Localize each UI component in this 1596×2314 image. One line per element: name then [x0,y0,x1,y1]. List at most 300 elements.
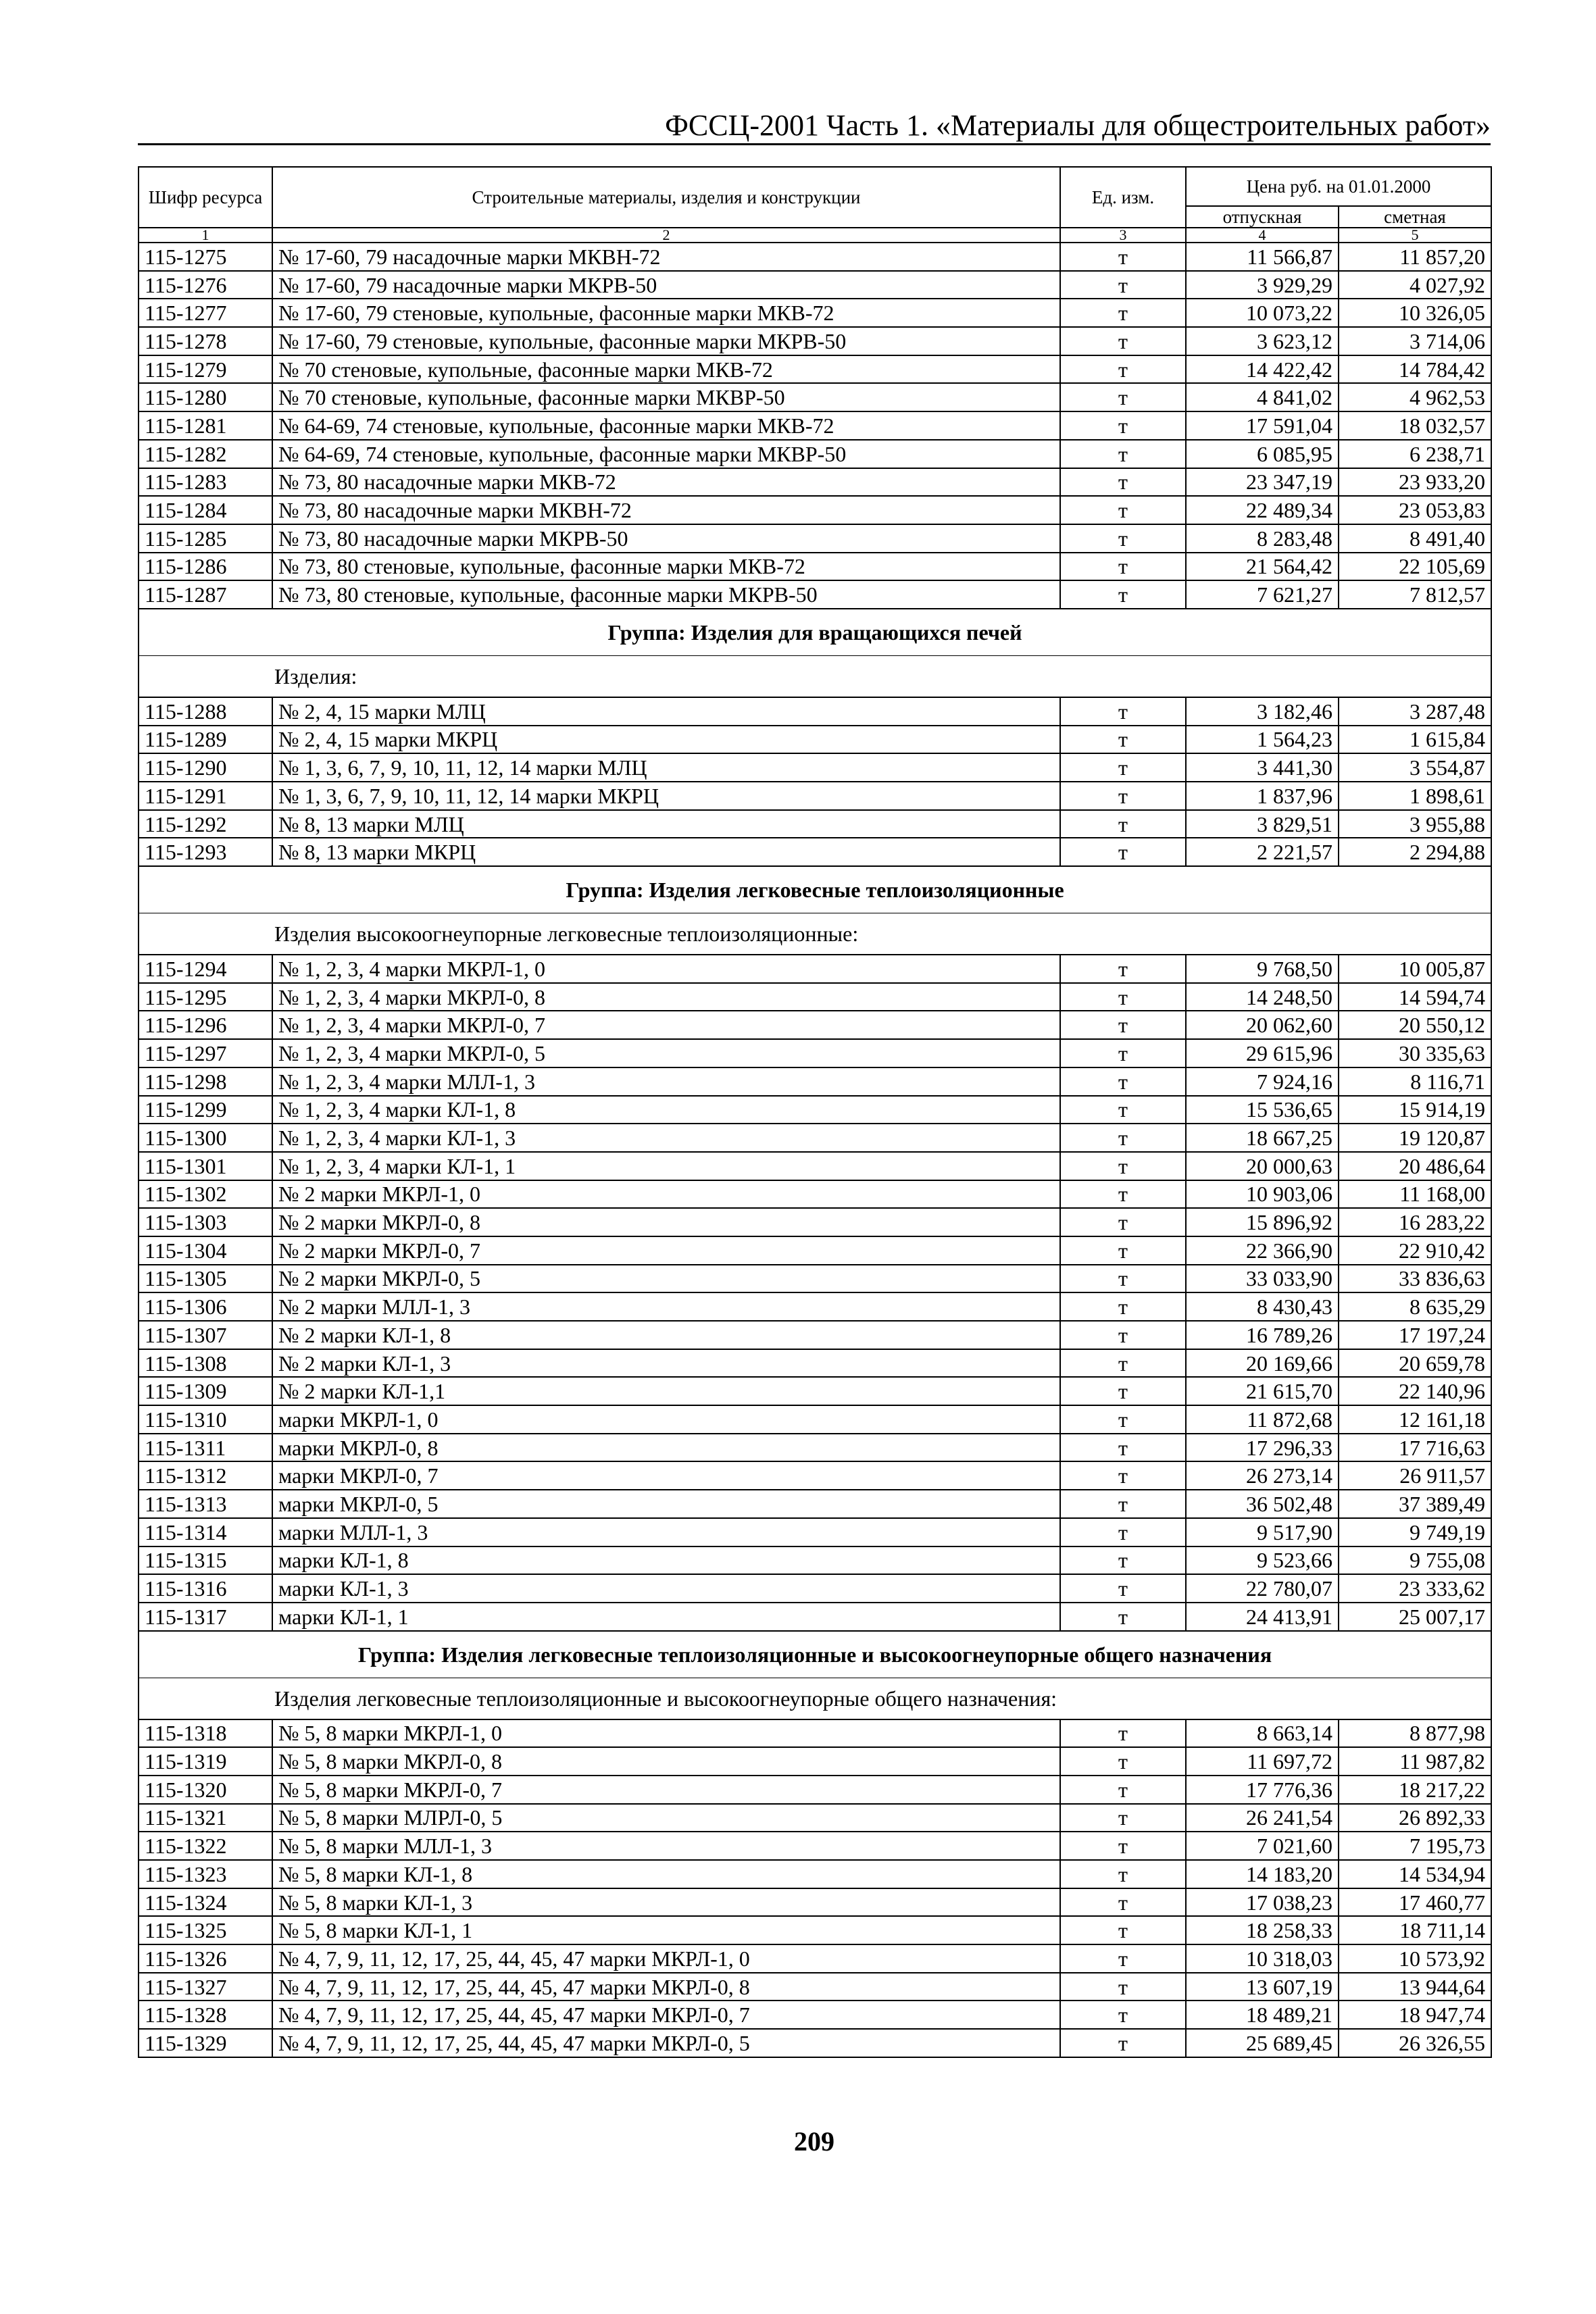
release-price: 10 073,22 [1186,299,1339,327]
resource-code: 115-1311 [139,1434,272,1462]
release-price: 3 929,29 [1186,271,1339,299]
item-name: № 2 марки МКРЛ-1, 0 [272,1180,1060,1209]
table-row [139,1405,1491,1434]
estimate-price: 20 550,12 [1339,1011,1491,1039]
estimate-price: 8 877,98 [1339,1719,1491,1748]
unit-cell: т [1060,1574,1186,1603]
unit-cell: т [1060,1405,1186,1434]
table-row [139,983,1491,1011]
table-row [139,327,1491,355]
col-header-price: Цена руб. на 01.01.2000 [1186,167,1491,206]
item-name: марки МЛЛ-1, 3 [272,1518,1060,1546]
item-name: марки КЛ-1, 8 [272,1546,1060,1575]
table-row [139,1860,1491,1888]
item-name: № 8, 13 марки МКРЦ [272,838,1060,866]
estimate-price: 15 914,19 [1339,1096,1491,1124]
col-number-2: 2 [272,228,1060,243]
item-name: № 1, 2, 3, 4 марки МКРЛ-1, 0 [272,955,1060,983]
resource-code: 115-1326 [139,1944,272,1973]
release-price: 13 607,19 [1186,1973,1339,2001]
unit-cell: т [1060,327,1186,355]
table-row [139,1973,1491,2001]
item-name: № 73, 80 стеновые, купольные, фасонные марки МКВ-72 [272,553,1060,581]
release-price: 9 768,50 [1186,955,1339,983]
release-price: 3 441,30 [1186,753,1339,782]
item-name: № 17-60, 79 стеновые, купольные, фасонные марки МКРВ-50 [272,327,1060,355]
release-price: 1 564,23 [1186,726,1339,754]
table-row [139,440,1491,468]
estimate-price: 3 955,88 [1339,810,1491,838]
table-row [139,1518,1491,1546]
unit-cell: т [1060,1518,1186,1546]
unit-cell: т [1060,1180,1186,1209]
release-price: 36 502,48 [1186,1490,1339,1518]
col-header-release: отпускная [1186,206,1339,228]
page-number: 209 [794,2126,834,2157]
resource-code: 115-1317 [139,1603,272,1631]
resource-code: 115-1290 [139,753,272,782]
header-rule [138,143,1491,145]
resource-code: 115-1283 [139,468,272,497]
table-row [139,383,1491,411]
release-price: 26 273,14 [1186,1461,1339,1490]
release-price: 4 841,02 [1186,383,1339,411]
release-price: 17 591,04 [1186,411,1339,440]
unit-cell: т [1060,411,1186,440]
table-row [139,1067,1491,1096]
estimate-price: 33 836,63 [1339,1265,1491,1293]
resource-code: 115-1309 [139,1377,272,1405]
estimate-price: 16 283,22 [1339,1208,1491,1236]
table-row [139,1265,1491,1293]
estimate-price: 37 389,49 [1339,1490,1491,1518]
subgroup-heading: Изделия легковесные теплоизоляционные и высокоогнеупорные общего назначения: [139,1678,1491,1719]
resource-code: 115-1306 [139,1292,272,1321]
resource-code: 115-1305 [139,1265,272,1293]
subgroup-heading: Изделия: [139,655,1491,697]
item-name: № 4, 7, 9, 11, 12, 17, 25, 44, 45, 47 марки МКРЛ-1, 0 [272,1944,1060,1973]
group-heading: Группа: Изделия легковесные теплоизоляционные [139,866,1491,913]
resource-code: 115-1319 [139,1747,272,1776]
release-price: 33 033,90 [1186,1265,1339,1293]
estimate-price: 2 294,88 [1339,838,1491,866]
release-price: 29 615,96 [1186,1039,1339,1067]
unit-cell: т [1060,1461,1186,1490]
item-name: № 1, 2, 3, 4 марки КЛ-1, 3 [272,1124,1060,1152]
unit-cell: т [1060,1434,1186,1462]
table-row [139,1124,1491,1152]
resource-code: 115-1308 [139,1349,272,1378]
estimate-price: 4 027,92 [1339,271,1491,299]
unit-cell: т [1060,726,1186,754]
item-name: № 2 марки КЛ-1, 8 [272,1321,1060,1349]
item-name: № 70 стеновые, купольные, фасонные марки МКВР-50 [272,383,1060,411]
release-price: 7 021,60 [1186,1832,1339,1860]
release-price: 11 566,87 [1186,243,1339,271]
table-row [139,1434,1491,1462]
release-price: 3 829,51 [1186,810,1339,838]
group-heading-row [139,1631,1491,1678]
item-name: № 2 марки МКРЛ-0, 8 [272,1208,1060,1236]
release-price: 2 221,57 [1186,838,1339,866]
table-row [139,1096,1491,1124]
unit-cell: т [1060,355,1186,384]
table-row [139,299,1491,327]
release-price: 22 780,07 [1186,1574,1339,1603]
estimate-price: 11 987,82 [1339,1747,1491,1776]
resource-code: 115-1284 [139,496,272,524]
estimate-price: 3 554,87 [1339,753,1491,782]
estimate-price: 22 910,42 [1339,1236,1491,1265]
release-price: 14 422,42 [1186,355,1339,384]
release-price: 3 623,12 [1186,327,1339,355]
estimate-price: 23 053,83 [1339,496,1491,524]
estimate-price: 26 326,55 [1339,2029,1491,2057]
release-price: 15 536,65 [1186,1096,1339,1124]
unit-cell: т [1060,1377,1186,1405]
table-row [139,1180,1491,1209]
estimate-price: 17 197,24 [1339,1321,1491,1349]
col-header-name: Строительные материалы, изделия и конструкции [272,167,1060,228]
table-row [139,810,1491,838]
item-name: № 70 стеновые, купольные, фасонные марки МКВ-72 [272,355,1060,384]
table-row [139,580,1491,609]
item-name: № 73, 80 насадочные марки МКВ-72 [272,468,1060,497]
resource-code: 115-1282 [139,440,272,468]
subgroup-heading-row [139,655,1491,697]
item-name: № 2 марки МКРЛ-0, 5 [272,1265,1060,1293]
estimate-price: 10 005,87 [1339,955,1491,983]
subgroup-heading-row [139,1678,1491,1719]
col-header-code: Шифр ресурса [139,167,272,228]
col-number-1: 1 [139,228,272,243]
table-row [139,1349,1491,1378]
estimate-price: 17 460,77 [1339,1888,1491,1917]
item-name: № 5, 8 марки КЛ-1, 3 [272,1888,1060,1917]
table-row [139,1603,1491,1631]
unit-cell: т [1060,383,1186,411]
unit-cell: т [1060,1776,1186,1804]
unit-cell: т [1060,1916,1186,1944]
estimate-price: 10 326,05 [1339,299,1491,327]
estimate-price: 8 635,29 [1339,1292,1491,1321]
release-price: 23 347,19 [1186,468,1339,497]
item-name: № 4, 7, 9, 11, 12, 17, 25, 44, 45, 47 марки МКРЛ-0, 5 [272,2029,1060,2057]
item-name: № 1, 3, 6, 7, 9, 10, 11, 12, 14 марки МЛЦ [272,753,1060,782]
item-name: № 1, 2, 3, 4 марки МКРЛ-0, 7 [272,1011,1060,1039]
table-row [139,271,1491,299]
item-name: марки КЛ-1, 3 [272,1574,1060,1603]
resource-code: 115-1291 [139,782,272,810]
item-name: № 17-60, 79 насадочные марки МКВН-72 [272,243,1060,271]
unit-cell: т [1060,810,1186,838]
unit-cell: т [1060,271,1186,299]
item-name: № 2, 4, 15 марки МКРЦ [272,726,1060,754]
resource-code: 115-1292 [139,810,272,838]
unit-cell: т [1060,753,1186,782]
unit-cell: т [1060,782,1186,810]
table-row [139,496,1491,524]
page-header-title: ФССЦ-2001 Часть 1. «Материалы для общестроительных работ» [665,109,1491,142]
table-row [139,955,1491,983]
table-row [139,355,1491,384]
resource-code: 115-1280 [139,383,272,411]
item-name: № 1, 2, 3, 4 марки КЛ-1, 1 [272,1152,1060,1180]
release-price: 18 258,33 [1186,1916,1339,1944]
unit-cell: т [1060,496,1186,524]
unit-cell: т [1060,524,1186,553]
table-row [139,1747,1491,1776]
table-row [139,2029,1491,2057]
estimate-price: 26 911,57 [1339,1461,1491,1490]
item-name: № 2 марки МЛЛ-1, 3 [272,1292,1060,1321]
unit-cell: т [1060,1236,1186,1265]
table-row [139,1011,1491,1039]
unit-cell: т [1060,1208,1186,1236]
resource-code: 115-1303 [139,1208,272,1236]
subgroup-heading-row [139,913,1491,955]
item-name: № 73, 80 насадочные марки МКРВ-50 [272,524,1060,553]
unit-cell: т [1060,2029,1186,2057]
table-row [139,1208,1491,1236]
estimate-price: 1 615,84 [1339,726,1491,754]
table-header [139,167,1491,243]
table-row [139,1461,1491,1490]
unit-cell: т [1060,1860,1186,1888]
item-name: № 64-69, 74 стеновые, купольные, фасонные марки МКВ-72 [272,411,1060,440]
item-name: марки МКРЛ-0, 7 [272,1461,1060,1490]
item-name: № 73, 80 стеновые, купольные, фасонные марки МКРВ-50 [272,580,1060,609]
resource-code: 115-1293 [139,838,272,866]
table-row [139,243,1491,271]
table-row [139,1916,1491,1944]
release-price: 8 283,48 [1186,524,1339,553]
unit-cell: т [1060,1067,1186,1096]
col-header-unit: Ед. изм. [1060,167,1186,228]
table-body [139,243,1491,2057]
unit-cell: т [1060,1321,1186,1349]
group-heading: Группа: Изделия легковесные теплоизоляционные и высокоогнеупорные общего назначения [139,1631,1491,1678]
estimate-price: 8 116,71 [1339,1067,1491,1096]
unit-cell: т [1060,955,1186,983]
resource-code: 115-1328 [139,2001,272,2029]
estimate-price: 11 168,00 [1339,1180,1491,1209]
resource-code: 115-1320 [139,1776,272,1804]
table-row [139,838,1491,866]
release-price: 26 241,54 [1186,1804,1339,1832]
table-row [139,1832,1491,1860]
item-name: № 5, 8 марки МЛРЛ-0, 5 [272,1804,1060,1832]
resource-code: 115-1329 [139,2029,272,2057]
release-price: 20 169,66 [1186,1349,1339,1378]
release-price: 9 523,66 [1186,1546,1339,1575]
item-name: марки МКРЛ-1, 0 [272,1405,1060,1434]
release-price: 16 789,26 [1186,1321,1339,1349]
unit-cell: т [1060,838,1186,866]
item-name: № 8, 13 марки МЛЦ [272,810,1060,838]
estimate-price: 13 944,64 [1339,1973,1491,2001]
unit-cell: т [1060,1804,1186,1832]
item-name: № 2 марки КЛ-1, 3 [272,1349,1060,1378]
unit-cell: т [1060,1888,1186,1917]
item-name: № 2 марки МКРЛ-0, 7 [272,1236,1060,1265]
col-header-estimate: сметная [1339,206,1491,228]
release-price: 17 296,33 [1186,1434,1339,1462]
resource-code: 115-1289 [139,726,272,754]
estimate-price: 11 857,20 [1339,243,1491,271]
resource-code: 115-1327 [139,1973,272,2001]
estimate-price: 18 032,57 [1339,411,1491,440]
unit-cell: т [1060,1124,1186,1152]
item-name: № 1, 2, 3, 4 марки МКРЛ-0, 8 [272,983,1060,1011]
item-name: № 5, 8 марки МКРЛ-0, 8 [272,1747,1060,1776]
resource-code: 115-1307 [139,1321,272,1349]
table-row [139,524,1491,553]
item-name: № 17-60, 79 стеновые, купольные, фасонные марки МКВ-72 [272,299,1060,327]
resource-code: 115-1315 [139,1546,272,1575]
estimate-price: 10 573,92 [1339,1944,1491,1973]
unit-cell: т [1060,243,1186,271]
estimate-price: 23 333,62 [1339,1574,1491,1603]
release-price: 17 038,23 [1186,1888,1339,1917]
resource-code: 115-1281 [139,411,272,440]
unit-cell: т [1060,1096,1186,1124]
item-name: № 2, 4, 15 марки МЛЦ [272,697,1060,726]
table-row [139,1546,1491,1575]
col-number-5: 5 [1339,228,1491,243]
table-row [139,1776,1491,1804]
estimate-price: 14 784,42 [1339,355,1491,384]
unit-cell: т [1060,1944,1186,1973]
estimate-price: 26 892,33 [1339,1804,1491,1832]
item-name: № 1, 2, 3, 4 марки МКРЛ-0, 5 [272,1039,1060,1067]
resource-code: 115-1313 [139,1490,272,1518]
item-name: марки МКРЛ-0, 5 [272,1490,1060,1518]
estimate-price: 20 659,78 [1339,1349,1491,1378]
unit-cell: т [1060,1349,1186,1378]
table-row [139,1719,1491,1748]
release-price: 25 689,45 [1186,2029,1339,2057]
resource-code: 115-1312 [139,1461,272,1490]
table-row [139,1292,1491,1321]
estimate-price: 18 217,22 [1339,1776,1491,1804]
resource-code: 115-1279 [139,355,272,384]
estimate-price: 22 140,96 [1339,1377,1491,1405]
item-name: марки МКРЛ-0, 8 [272,1434,1060,1462]
unit-cell: т [1060,1152,1186,1180]
unit-cell: т [1060,697,1186,726]
item-name: № 1, 2, 3, 4 марки КЛ-1, 8 [272,1096,1060,1124]
release-price: 17 776,36 [1186,1776,1339,1804]
item-name: № 1, 3, 6, 7, 9, 10, 11, 12, 14 марки МКРЦ [272,782,1060,810]
resource-code: 115-1324 [139,1888,272,1917]
release-price: 3 182,46 [1186,697,1339,726]
table-row [139,1152,1491,1180]
item-name: № 5, 8 марки КЛ-1, 8 [272,1860,1060,1888]
release-price: 20 062,60 [1186,1011,1339,1039]
table-row [139,697,1491,726]
estimate-price: 19 120,87 [1339,1124,1491,1152]
table-row [139,1944,1491,1973]
resource-code: 115-1299 [139,1096,272,1124]
resource-code: 115-1301 [139,1152,272,1180]
resource-code: 115-1304 [139,1236,272,1265]
unit-cell: т [1060,468,1186,497]
item-name: № 5, 8 марки МКРЛ-0, 7 [272,1776,1060,1804]
resource-code: 115-1310 [139,1405,272,1434]
table-row [139,1888,1491,1917]
resource-code: 115-1276 [139,271,272,299]
release-price: 14 248,50 [1186,983,1339,1011]
unit-cell: т [1060,440,1186,468]
unit-cell: т [1060,1011,1186,1039]
estimate-price: 14 594,74 [1339,983,1491,1011]
resource-code: 115-1278 [139,327,272,355]
unit-cell: т [1060,1039,1186,1067]
table-row [139,2001,1491,2029]
release-price: 18 489,21 [1186,2001,1339,2029]
item-name: марки КЛ-1, 1 [272,1603,1060,1631]
unit-cell: т [1060,2001,1186,2029]
estimate-price: 6 238,71 [1339,440,1491,468]
resource-code: 115-1277 [139,299,272,327]
subgroup-heading: Изделия высокоогнеупорные легковесные теплоизоляционные: [139,913,1491,955]
resource-code: 115-1294 [139,955,272,983]
unit-cell: т [1060,1973,1186,2001]
resource-code: 115-1275 [139,243,272,271]
release-price: 11 872,68 [1186,1405,1339,1434]
release-price: 6 085,95 [1186,440,1339,468]
release-price: 21 615,70 [1186,1377,1339,1405]
estimate-price: 30 335,63 [1339,1039,1491,1067]
estimate-price: 9 749,19 [1339,1518,1491,1546]
resource-code: 115-1297 [139,1039,272,1067]
estimate-price: 7 812,57 [1339,580,1491,609]
table-row [139,753,1491,782]
estimate-price: 20 486,64 [1339,1152,1491,1180]
resource-code: 115-1302 [139,1180,272,1209]
group-heading-row [139,609,1491,656]
estimate-price: 12 161,18 [1339,1405,1491,1434]
release-price: 15 896,92 [1186,1208,1339,1236]
price-table [138,166,1492,2058]
table-row [139,553,1491,581]
release-price: 18 667,25 [1186,1124,1339,1152]
release-price: 1 837,96 [1186,782,1339,810]
estimate-price: 14 534,94 [1339,1860,1491,1888]
release-price: 10 318,03 [1186,1944,1339,1973]
col-number-4: 4 [1186,228,1339,243]
item-name: № 4, 7, 9, 11, 12, 17, 25, 44, 45, 47 марки МКРЛ-0, 8 [272,1973,1060,2001]
resource-code: 115-1316 [139,1574,272,1603]
release-price: 21 564,42 [1186,553,1339,581]
table-row [139,1236,1491,1265]
estimate-price: 1 898,61 [1339,782,1491,810]
release-price: 22 366,90 [1186,1236,1339,1265]
resource-code: 115-1325 [139,1916,272,1944]
resource-code: 115-1323 [139,1860,272,1888]
col-number-3: 3 [1060,228,1186,243]
item-name: № 4, 7, 9, 11, 12, 17, 25, 44, 45, 47 марки МКРЛ-0, 7 [272,2001,1060,2029]
estimate-price: 22 105,69 [1339,553,1491,581]
table-row [139,1490,1491,1518]
resource-code: 115-1318 [139,1719,272,1748]
table-row [139,411,1491,440]
estimate-price: 23 933,20 [1339,468,1491,497]
resource-code: 115-1285 [139,524,272,553]
estimate-price: 3 714,06 [1339,327,1491,355]
unit-cell: т [1060,1265,1186,1293]
